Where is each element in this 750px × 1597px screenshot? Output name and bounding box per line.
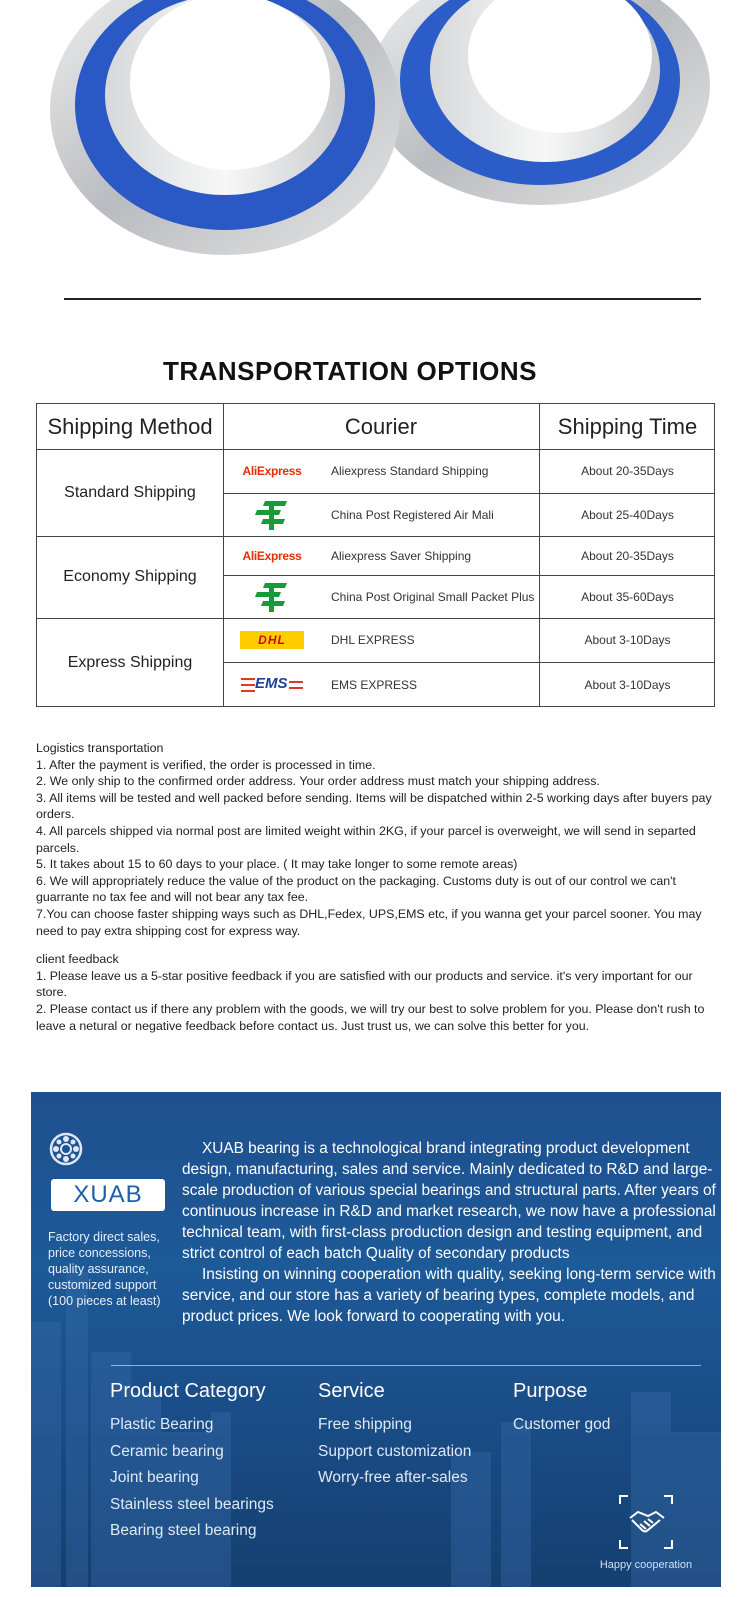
logistics-item: 6. We will appropriately reduce the value of the product on the packaging. Customs duty is out of our control we can't guarrante no tax fee and will not bear any tax fee.	[36, 873, 676, 905]
logistics-heading: Logistics transportation	[36, 741, 164, 755]
logistics-item: 4. All parcels shipped via normal post are limited weight within 2KG, if your parcel is overweight, we will send in separted parcels.	[36, 823, 696, 855]
aliexpress-logo	[233, 536, 311, 575]
china-post-icon	[255, 581, 289, 613]
intro-paragraph: XUAB bearing is a technological brand integrating product development design, manufacturing, sales and service. Mainly dedicated to R&D and large-scale production of various special bearings and structural parts. After years of continuous increase in R&D and market research, we now have a professional technical team, with first-class production design and testing equipment, and strict control of each batch Quality of secondary products	[182, 1140, 716, 1262]
courier-name: EMS EXPRESS	[331, 678, 418, 692]
category-item: Joint bearing	[110, 1469, 199, 1486]
brand-name: XUAB	[73, 1181, 143, 1208]
bearing-illustration	[0, 0, 750, 270]
aliexpress-logo	[233, 449, 311, 493]
category-item: Ceramic bearing	[110, 1442, 224, 1460]
header-shipping-method: Shipping Method	[47, 413, 213, 439]
purpose-column	[513, 1380, 610, 1439]
shipping-time: About 25-40Days	[581, 507, 674, 522]
shipping-time: About 35-60Days	[581, 589, 674, 604]
column-title: Purpose	[513, 1380, 588, 1402]
logistics-item: 1. After the payment is verified, the order is processed in time.	[36, 757, 376, 772]
method-economy-shipping: Economy Shipping	[63, 568, 197, 585]
category-item: Plastic Bearing	[110, 1416, 214, 1433]
china-post-icon	[255, 499, 289, 531]
header-courier: Courier	[344, 413, 418, 439]
method-standard-shipping: Standard Shipping	[64, 483, 196, 501]
aliexpress-logo-text: AliExpress	[242, 548, 302, 563]
dhl-logo-badge	[240, 631, 304, 649]
logistics-item: 3. All items will be tested and well packed before sending. Items will be dispatched within 2-5 working days after buyers pay orders.	[36, 790, 712, 822]
policy-text	[36, 740, 716, 1034]
category-item: Stainless steel bearings	[110, 1495, 274, 1513]
bearing-icon	[49, 1132, 83, 1166]
banner-divider	[111, 1365, 701, 1366]
company-banner	[31, 1092, 721, 1587]
courier-name: China Post Registered Air Mali	[331, 507, 494, 522]
hero-bearing-image	[0, 0, 750, 270]
side-note: Factory direct sales, price concessions, quality assurance, customized support (100 pieces at least)	[48, 1230, 161, 1308]
header-shipping-time: Shipping Time	[557, 413, 698, 439]
service-item: Free shipping	[318, 1416, 412, 1433]
shipping-time: About 3-10Days	[584, 678, 671, 692]
shipping-time: About 20-35Days	[581, 464, 674, 478]
logistics-item: 2. We only ship to the confirmed order address. Your order address must match your shipping address.	[36, 774, 600, 789]
feedback-item: 2. Please contact us if there any problem with the goods, we will try our best to solve problem for you. Please don't rush to leave a netural or negative feedback before contact us. Just trust us, we can solve this better for you.	[36, 1001, 705, 1033]
shipping-time: About 3-10Days	[584, 633, 671, 647]
category-item: Bearing steel bearing	[110, 1522, 257, 1539]
dhl-logo	[233, 618, 311, 662]
logistics-item: 7.You can choose faster shipping ways such as DHL,Fedex, UPS,EMS etc, if you wanna get your parcel sooner. You may need to pay extra shipping cost for express way.	[36, 906, 702, 938]
cooperation-badge	[596, 1494, 696, 1571]
courier-name: Aliexpress Saver Shipping	[331, 548, 472, 563]
transport-title: TRANSPORTATION OPTIONS	[162, 356, 538, 386]
column-title: Product Category	[110, 1380, 266, 1402]
courier-name: China Post Original Small Packet Plus	[331, 589, 535, 604]
intro-paragraph: Insisting on winning cooperation with quality, seeking long-term service with service, and our store has a variety of bearing types, complete models, and product prices. We look forward to cooperating with you.	[182, 1266, 716, 1325]
purpose-item: Customer god	[513, 1416, 611, 1433]
aliexpress-logo-text: AliExpress	[242, 464, 302, 478]
service-item: Support customization	[318, 1442, 472, 1460]
brand-logo	[51, 1179, 165, 1211]
service-column	[318, 1380, 471, 1492]
section-divider	[64, 298, 701, 300]
cooperation-caption: Happy cooperation	[599, 1559, 693, 1571]
courier-name: Aliexpress Standard Shipping	[331, 464, 489, 478]
courier-name: DHL EXPRESS	[331, 633, 415, 647]
ems-logo-mark	[241, 675, 303, 695]
handshake-icon	[618, 1494, 674, 1550]
product-category-column	[110, 1380, 274, 1545]
china-post-logo	[233, 575, 311, 618]
shipping-table	[36, 403, 715, 707]
feedback-item: 1. Please leave us a 5-star positive feedback if you are satisfied with our products and service. it's very important for our store.	[36, 968, 693, 1000]
column-title: Service	[318, 1380, 385, 1402]
feedback-heading: client feedback	[36, 952, 119, 967]
ems-logo-text: EMS	[255, 675, 288, 692]
service-item: Worry-free after-sales	[318, 1469, 468, 1486]
logistics-item: 5. It takes about 15 to 60 days to your place. ( It may take longer to some remote areas)	[36, 857, 518, 872]
china-post-logo	[233, 493, 311, 536]
dhl-logo-text: DHL	[258, 633, 286, 647]
company-intro	[182, 1138, 717, 1327]
shipping-time: About 20-35Days	[581, 548, 674, 563]
ems-logo	[233, 662, 311, 708]
method-express-shipping: Express Shipping	[67, 654, 193, 671]
